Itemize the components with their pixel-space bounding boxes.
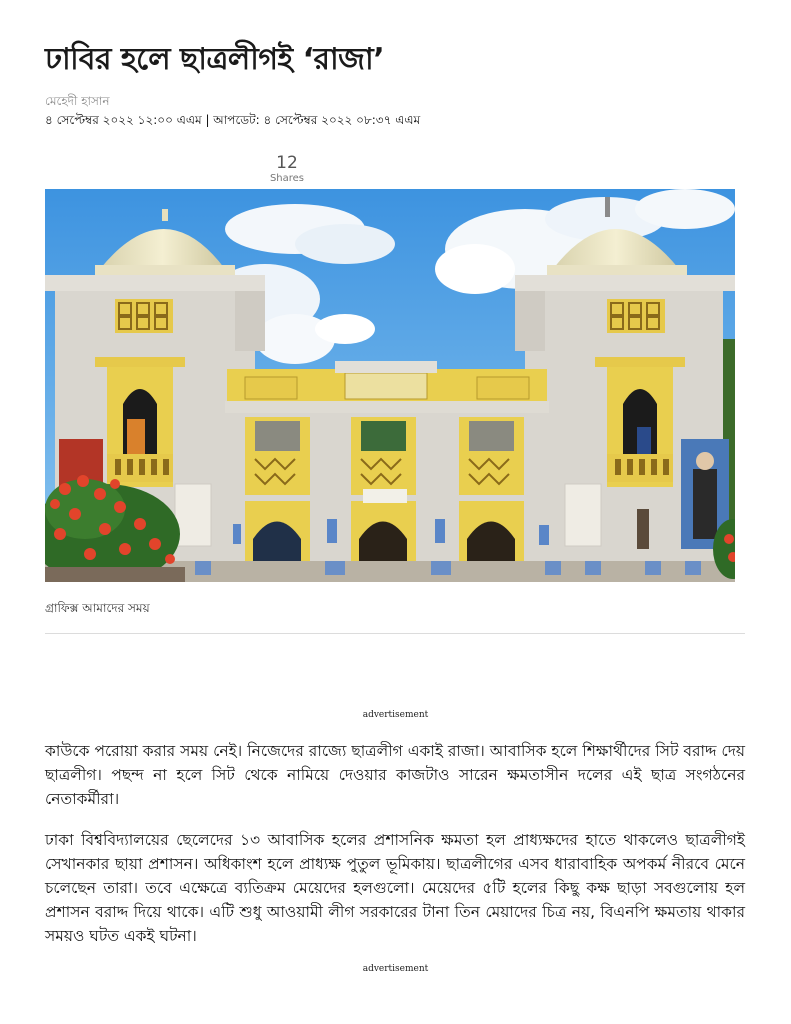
article-paragraph: কাউকে পরোয়া করার সময় নেই। নিজেদের রাজ্যে ছাত্রলীগ একাই রাজা। আবাসিক হলে শিক্ষার্থীদের সিট বরাদ্দ দেয় ছাত্রলীগ। পছন্দ না হলে সিট থেকে নামিয়ে দেওয়ার কাজটাও সারেন ক্ষমতাসীন দলের এই ছাত্র সংগঠনের নেতাকর্মীরা।	[45, 742, 745, 808]
article-hero-image	[45, 189, 735, 582]
advertisement-label: advertisement	[362, 964, 429, 974]
university-hall-photo	[45, 189, 735, 582]
author-name[interactable]: মেহেদী হাসান	[45, 94, 110, 108]
article-paragraph: ঢাকা বিশ্ববিদ্যালয়ের ছেলেদের ১৩ আবাসিক হলের প্রশাসনিক ক্ষমতা হল প্রাধ্যক্ষদের হাতে থাকলেও ছাত্রলীগই সেখানকার ছায়া প্রশাসন। অধিকাংশ হলে প্রাধ্যক্ষ পুতুল ভূমিকায়। ছাত্রলীগের এসব ধারাবাহিক অপকর্ম নীরবে মেনে চলেছেন তারা। তবে এক্ষেত্রে ব্যতিক্রম মেয়েদের হলগুলো। মেয়েদের ৫টি হলের কিছু কক্ষ ছাড়া সবগুলোয় হল প্রশাসন বরাদ্দ দিয়ে থাকে। এটি শুধু আওয়ামী লীগ সরকারের টানা তিন মেয়াদের চিত্র নয়, বিএনপি ক্ষমতায় থাকার সময়ও ঘটত একই ঘটনা।	[45, 831, 745, 945]
share-label: Shares	[269, 173, 305, 184]
advertisement-label: advertisement	[362, 710, 429, 720]
image-caption: গ্রাফিক্স আমাদের সময়	[45, 601, 150, 615]
publish-dateline: ৪ সেপ্টেম্বর ২০২২ ১২:০০ এএম | আপডেট: ৪ সেপ্টেম্বর ২০২২ ০৮:৩৭ এএম	[45, 113, 421, 127]
share-count: 12	[276, 153, 298, 173]
article-headline: ঢাবির হলে ছাত্রলীগই ‘রাজা’	[45, 42, 385, 77]
share-counter[interactable]	[259, 154, 315, 185]
section-divider	[45, 633, 745, 634]
